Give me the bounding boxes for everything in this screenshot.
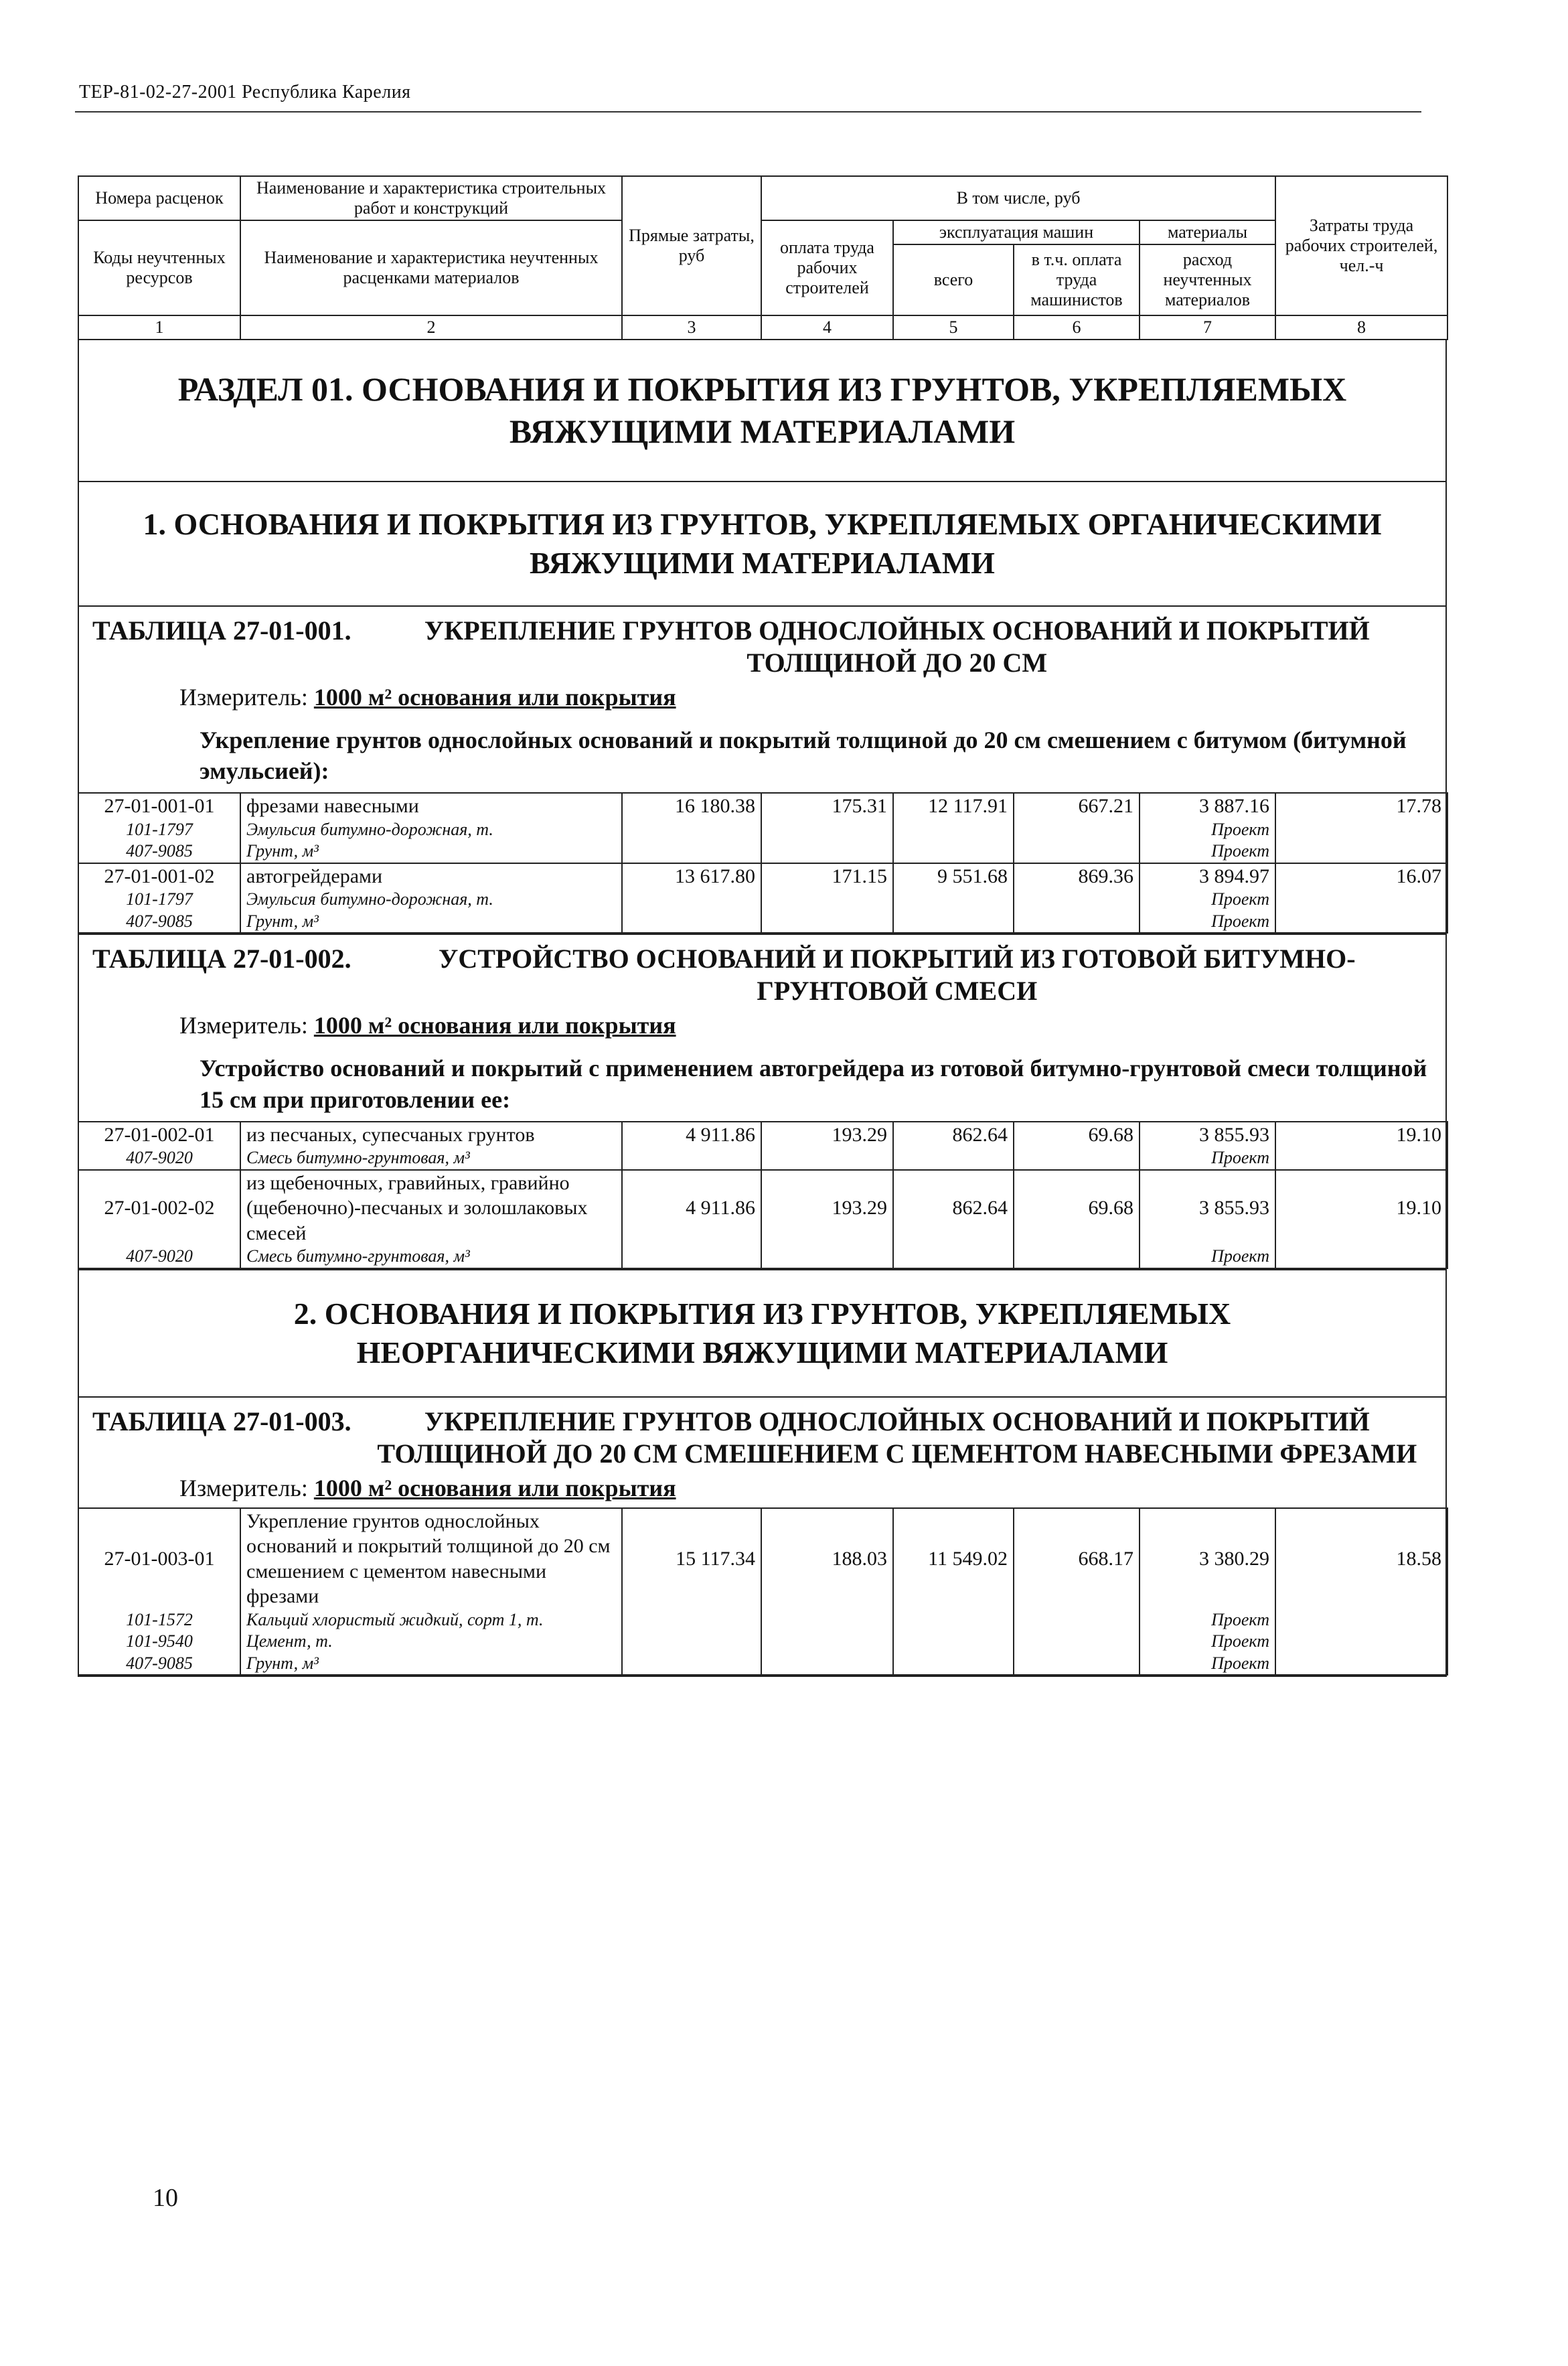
resource-consumption: Проект — [1140, 1609, 1275, 1631]
column-header-table — [78, 175, 1448, 340]
labor-hours: 18.58 — [1275, 1508, 1447, 1609]
measure-unit — [179, 679, 1445, 714]
resource-code: 407-9020 — [78, 1147, 240, 1170]
materials-cost: 3 894.97 — [1140, 863, 1275, 889]
table-row — [78, 863, 1447, 889]
table-row — [78, 1508, 1447, 1609]
machines-total: 11 549.02 — [893, 1508, 1014, 1609]
resource-code: 407-9085 — [78, 1653, 240, 1676]
table-row — [78, 793, 1447, 819]
rate-code: 27-01-001-02 — [78, 863, 240, 889]
col2b-header: Наименование и характеристика неучтенных расценками материалов — [240, 220, 622, 315]
resource-row — [78, 1653, 1447, 1676]
resource-row — [78, 911, 1447, 934]
col1a-header: Номера расценок — [78, 176, 240, 220]
subsection-1-title — [78, 482, 1447, 607]
section-title — [78, 340, 1447, 482]
labor-hours: 19.10 — [1275, 1122, 1447, 1148]
labor-pay: 171.15 — [761, 863, 893, 889]
machines-total: 862.64 — [893, 1122, 1014, 1148]
table-code: ТАБЛИЦА 27-01-001. — [92, 615, 351, 646]
measure-unit — [179, 1470, 1445, 1505]
resource-consumption: Проект — [1140, 1147, 1275, 1170]
measure-label: Измеритель: — [179, 1474, 308, 1501]
materials-cost: 3 855.93 — [1140, 1122, 1275, 1148]
resource-row — [78, 889, 1447, 911]
resource-consumption: Проект — [1140, 1631, 1275, 1653]
materials-cost: 3 855.93 — [1140, 1170, 1275, 1246]
labor-pay: 193.29 — [761, 1122, 893, 1148]
resource-row — [78, 1246, 1447, 1268]
rate-name: из щебеночных, гравийных, гравийно (щебеночно)-песчаных и золошлаковых смесей — [240, 1170, 622, 1246]
resource-code: 407-9085 — [78, 840, 240, 863]
col4-header: оплата труда рабочих строителей — [761, 220, 893, 315]
header-rule — [75, 111, 1421, 113]
resource-name: Грунт, м³ — [240, 840, 622, 863]
direct-cost: 13 617.80 — [622, 863, 761, 889]
resource-consumption: Проект — [1140, 840, 1275, 863]
machinists-pay: 69.68 — [1014, 1170, 1140, 1246]
rows-table — [78, 1121, 1448, 1269]
materials-cost: 3 887.16 — [1140, 793, 1275, 819]
rate-name: автогрейдерами — [240, 863, 622, 889]
col1b-header: Коды неучтенных ресурсов — [78, 220, 240, 315]
table-title — [79, 607, 1445, 679]
resource-row — [78, 840, 1447, 863]
measure-label: Измеритель: — [179, 683, 308, 711]
running-header: ТЕР-81-02-27-2001 Республика Карелия — [79, 82, 411, 102]
measure-label: Измеритель: — [179, 1012, 308, 1039]
resource-name: Смесь битумно-грунтовая, м³ — [240, 1246, 622, 1268]
table-27-01-002 — [78, 935, 1447, 1270]
resource-consumption: Проект — [1140, 1653, 1275, 1676]
group-header: В том числе, руб — [761, 176, 1275, 220]
direct-cost: 4 911.86 — [622, 1122, 761, 1148]
machines-total: 862.64 — [893, 1170, 1014, 1246]
rows-table — [78, 1507, 1448, 1676]
col5-header: всего — [893, 244, 1014, 315]
col3-header: Прямые затраты, руб — [622, 176, 761, 315]
col-num: 7 — [1140, 315, 1275, 340]
resource-code: 101-1797 — [78, 889, 240, 911]
materials-cost: 3 380.29 — [1140, 1508, 1275, 1609]
resource-consumption: Проект — [1140, 819, 1275, 841]
col-num: 4 — [761, 315, 893, 340]
table-title — [79, 1398, 1445, 1470]
resource-consumption: Проект — [1140, 889, 1275, 911]
col-num: 8 — [1275, 315, 1447, 340]
labor-hours: 16.07 — [1275, 863, 1447, 889]
rows-table — [78, 792, 1448, 934]
resource-name: Кальций хлористый жидкий, сорт 1, т. — [240, 1609, 622, 1631]
labor-hours: 19.10 — [1275, 1170, 1447, 1246]
resource-name: Эмульсия битумно-дорожная, т. — [240, 819, 622, 841]
table-name: УКРЕПЛЕНИЕ ГРУНТОВ ОДНОСЛОЙНЫХ ОСНОВАНИЙ И ПОКРЫТИЙ ТОЛЩИНОЙ ДО 20 СМ СМЕШЕНИЕМ С ЦЕМЕНТОМ НАВЕСНЫМИ ФРЕЗАМИ — [377, 1406, 1417, 1469]
resource-code: 407-9020 — [78, 1246, 240, 1268]
machinists-pay: 667.21 — [1014, 793, 1140, 819]
rate-name: из песчаных, супесчаных грунтов — [240, 1122, 622, 1148]
direct-cost: 16 180.38 — [622, 793, 761, 819]
col-num: 3 — [622, 315, 761, 340]
machines-total: 9 551.68 — [893, 863, 1014, 889]
rate-code: 27-01-003-01 — [78, 1508, 240, 1609]
resource-code: 101-1572 — [78, 1609, 240, 1631]
resource-row — [78, 819, 1447, 841]
resource-consumption: Проект — [1140, 1246, 1275, 1268]
labor-hours: 17.78 — [1275, 793, 1447, 819]
resource-code: 101-9540 — [78, 1631, 240, 1653]
measure-value: 1000 м² основания или покрытия — [313, 1474, 676, 1501]
labor-pay: 193.29 — [761, 1170, 893, 1246]
resource-row — [78, 1147, 1447, 1170]
table-intro: Укрепление грунтов однослойных оснований и покрытий толщиной до 20 см смешением с битумом (битумной эмульсией): — [200, 726, 1407, 785]
col-num: 1 — [78, 315, 240, 340]
machinists-pay: 668.17 — [1014, 1508, 1140, 1609]
col7-header: расход неучтенных материалов — [1140, 244, 1275, 315]
rate-code: 27-01-002-01 — [78, 1122, 240, 1148]
document-table — [78, 175, 1447, 1876]
rate-code: 27-01-001-01 — [78, 793, 240, 819]
table-27-01-003 — [78, 1398, 1447, 1678]
table-title — [79, 935, 1445, 1007]
rate-name: Укрепление грунтов однослойных оснований и покрытий толщиной до 20 см смешением с цементом навесными фрезами — [240, 1508, 622, 1609]
page-number: 10 — [153, 2184, 178, 2212]
table-row — [78, 1122, 1447, 1148]
measure-value: 1000 м² основания или покрытия — [313, 1012, 676, 1039]
direct-cost: 15 117.34 — [622, 1508, 761, 1609]
table-name: УКРЕПЛЕНИЕ ГРУНТОВ ОДНОСЛОЙНЫХ ОСНОВАНИЙ И ПОКРЫТИЙ ТОЛЩИНОЙ ДО 20 СМ — [424, 615, 1370, 678]
resource-code: 407-9085 — [78, 911, 240, 934]
resource-row — [78, 1631, 1447, 1653]
subsection-2-title — [78, 1270, 1447, 1398]
resource-code: 101-1797 — [78, 819, 240, 841]
machinists-pay: 69.68 — [1014, 1122, 1140, 1148]
labor-pay: 175.31 — [761, 793, 893, 819]
col2a-header: Наименование и характеристика строительных работ и конструкций — [240, 176, 622, 220]
resource-name: Грунт, м³ — [240, 911, 622, 934]
resource-consumption: Проект — [1140, 911, 1275, 934]
resource-name: Эмульсия битумно-дорожная, т. — [240, 889, 622, 911]
direct-cost: 4 911.86 — [622, 1170, 761, 1246]
col-num: 6 — [1014, 315, 1140, 340]
table-code: ТАБЛИЦА 27-01-002. — [92, 944, 351, 974]
col-num: 2 — [240, 315, 622, 340]
measure-unit — [179, 1007, 1445, 1042]
resource-name: Грунт, м³ — [240, 1653, 622, 1676]
resource-name: Смесь битумно-грунтовая, м³ — [240, 1147, 622, 1170]
col6-header: в т.ч. оплата труда машинистов — [1014, 244, 1140, 315]
rate-code: 27-01-002-02 — [78, 1170, 240, 1246]
table-27-01-001 — [78, 607, 1447, 936]
machines-total: 12 117.91 — [893, 793, 1014, 819]
col-num: 5 — [893, 315, 1014, 340]
labor-pay: 188.03 — [761, 1508, 893, 1609]
subsection-2-text: 2. ОСНОВАНИЯ И ПОКРЫТИЯ ИЗ ГРУНТОВ, УКРЕПЛЯЕМЫХ НЕОРГАНИЧЕСКИМИ ВЯЖУЩИМИ МАТЕРИАЛАМИ — [293, 1297, 1231, 1370]
machines-header: эксплуатация машин — [893, 220, 1140, 244]
resource-name: Цемент, т. — [240, 1631, 622, 1653]
resource-row — [78, 1609, 1447, 1631]
rate-name: фрезами навесными — [240, 793, 622, 819]
section-title-text: РАЗДЕЛ 01. ОСНОВАНИЯ И ПОКРЫТИЯ ИЗ ГРУНТОВ, УКРЕПЛЯЕМЫХ ВЯЖУЩИМИ МАТЕРИАЛАМИ — [177, 370, 1347, 450]
machinists-pay: 869.36 — [1014, 863, 1140, 889]
table-intro: Устройство оснований и покрытий с применением автогрейдера из готовой битумно-грунтовой смеси толщиной 15 см при приготовлении ее: — [200, 1055, 1427, 1113]
measure-value: 1000 м² основания или покрытия — [313, 683, 676, 711]
table-code: ТАБЛИЦА 27-01-003. — [92, 1406, 351, 1436]
col8-header: Затраты труда рабочих строителей, чел.-ч — [1275, 176, 1447, 315]
table-name: УСТРОЙСТВО ОСНОВАНИЙ И ПОКРЫТИЙ ИЗ ГОТОВОЙ БИТУМНО-ГРУНТОВОЙ СМЕСИ — [438, 944, 1356, 1007]
subsection-1-text: 1. ОСНОВАНИЯ И ПОКРЫТИЯ ИЗ ГРУНТОВ, УКРЕПЛЯЕМЫХ ОРГАНИЧЕСКИМИ ВЯЖУЩИМИ МАТЕРИАЛАМИ — [143, 507, 1382, 580]
table-row — [78, 1170, 1447, 1246]
materials-header: материалы — [1140, 220, 1275, 244]
